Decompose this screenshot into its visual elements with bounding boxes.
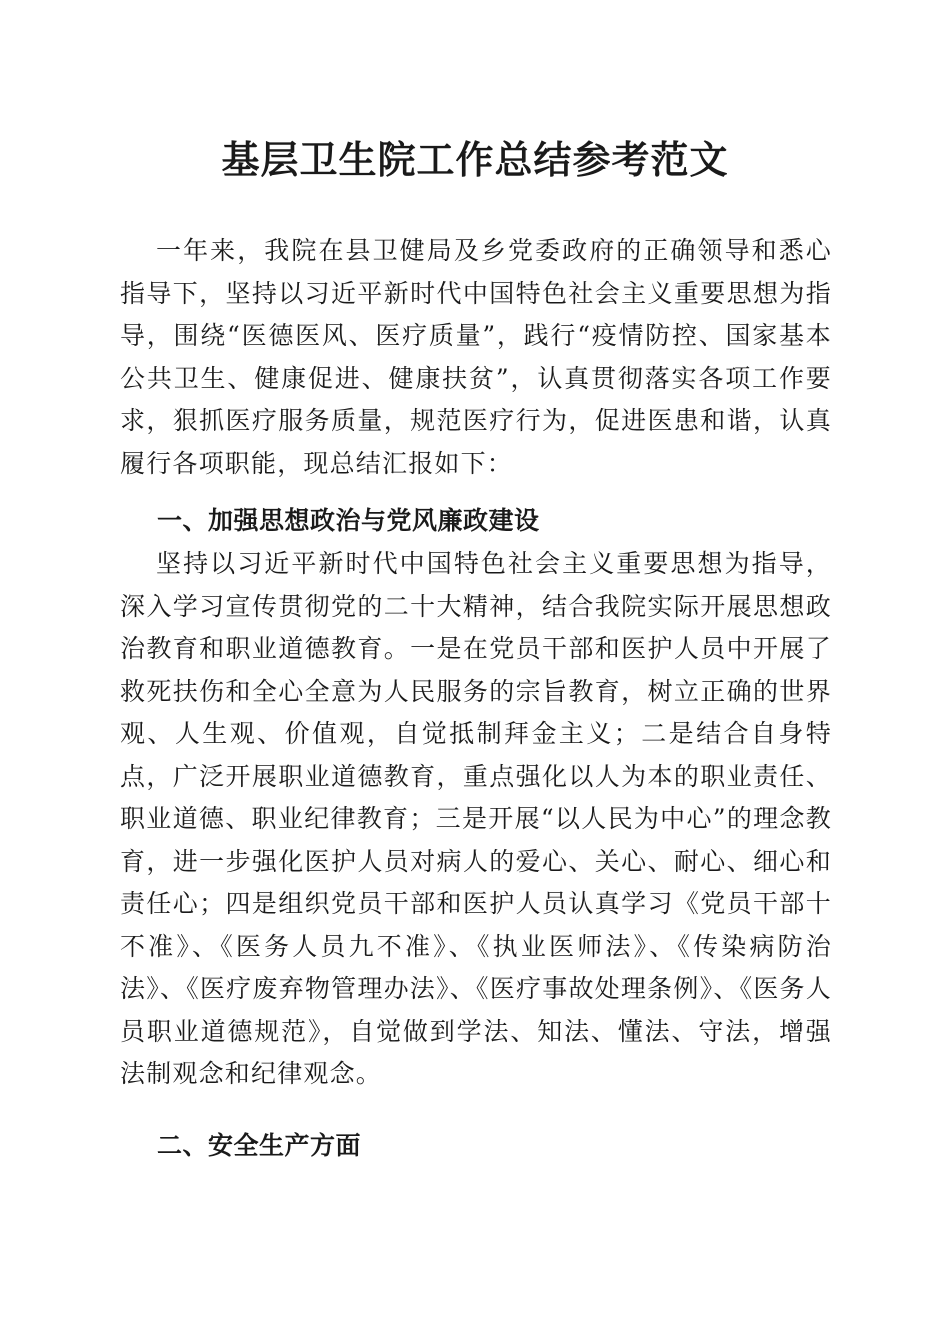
section-heading-1: 一、加强思想政治与党风廉政建设 — [157, 506, 540, 535]
document-title: 基层卫生院工作总结参考范文 — [221, 137, 729, 182]
section-heading-2: 二、安全生产方面 — [157, 1131, 362, 1160]
intro-paragraph: 一年来，我院在县卫健局及乡党委政府的正确领导和悉心指导下，坚持以习近平新时代中国特色社会主义重要思想为指导，围绕“医德医风、医疗质量”，践行“疫情防控、国家基本公共卫生、健康促进、健康扶贫”，认真贯彻落实各项工作要求，狠抓医疗服务质量，规范医疗行为，促进医患和谐，认真履行各项职能，现总结汇报如下： — [120, 236, 832, 478]
section-paragraph-1: 坚持以习近平新时代中国特色社会主义重要思想为指导，深入学习宣传贯彻党的二十大精神，结合我院实际开展思想政治教育和职业道德教育。一是在党员干部和医护人员中开展了救死扶伤和全心全意为人民服务的宗旨教育，树立正确的世界观、人生观、价值观，自觉抵制拜金主义；二是结合自身特点，广泛开展职业道德教育，重点强化以人为本的职业责任、职业道德、职业纪律教育；三是开展“以人民为中心”的理念教育，进一步强化医护人员对病人的爱心、关心、耐心、细心和责任心；四是组织党员干部和医护人员认真学习《党员干部十不准》、《医务人员九不准》、《执业医师法》、《传染病防治法》、《医疗废弃物管理办法》、《医疗事故处理条例》、《医务人员职业道德规范》，自觉做到学法、知法、懂法、守法，增强法制观念和纪律观念。 — [120, 549, 832, 1088]
